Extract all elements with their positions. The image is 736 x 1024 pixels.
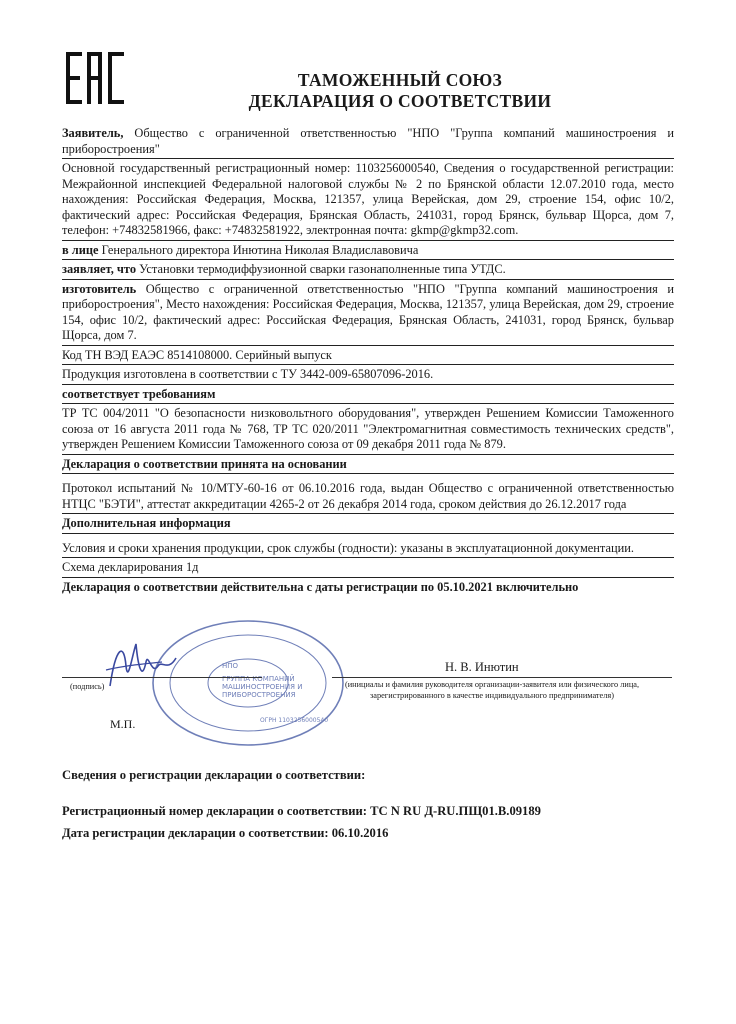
declares-section (62, 260, 674, 280)
applicant-label: Заявитель, (62, 126, 124, 140)
tn-ved-code: Код ТН ВЭД ЕАЭС 8514108000. Серийный выпуск (62, 346, 674, 366)
manufacturer-text: Общество с ограниченной ответственностью "НПО "Группа компаний машиностроения и приборостроения", Место нахождения: Российская Федерация, Москва, 121357, улица Верейская, дом 29, строение 154, офис 10/2, фактический адрес: Российская Федерация, Брянская Область, 241031, город Брянск, бульвар Щорса, дом 7. (62, 281, 674, 342)
signature-line (62, 677, 262, 678)
title-declaration: ДЕКЛАРАЦИЯ О СООТВЕТСТВИИ (248, 91, 552, 111)
requirements-text: ТР ТС 004/2011 "О безопасности низковольтного оборудования", утвержден Решением Комиссии Таможенного союза от 16 августа 2011 года № 768, ТР ТС 020/2011 "Электромагнитная совместимость технических средств", утвержден Решением Комиссии Таможенного союза от 09 декабря 2011 года № 879. (62, 404, 674, 455)
applicant-person (62, 241, 674, 261)
signer-note-2: зарегистрированного в качестве индивидуального предпринимателя) (370, 691, 614, 700)
requirements-label: соответствует требованиям (62, 385, 674, 405)
applicant-section (62, 124, 674, 159)
registration-heading: Сведения о регистрации декларации о соответствии: (62, 768, 366, 782)
applicant-details: Основной государственный регистрационный номер: 1103256000540, Сведения о государственной регистрации: Межрайонной инспекцией Федеральной налоговой службы № 2 по Брянской области 12.07.2010 года, место нахождения: Российская Федерация, Москва, 121357, улица Верейская, дом 29, строение 154, офис 10/2, фактический адрес: Российская Федерация, Брянская Область, 241031, город Брянск, бульвар Щорса, дом 7, телефон: +74832581966, факс: +74832581922, электронная почта: gkmp@gkmp32.com. (62, 159, 674, 241)
svg-text:ПРИБОРОСТРОЕНИЯ: ПРИБОРОСТРОЕНИЯ (222, 691, 296, 699)
declaration-scheme: Схема декларирования 1д (62, 558, 674, 578)
signature-caption: (подпись) (70, 682, 105, 691)
declares-text: Установки термодиффузионной сварки газонаполненные типа УТДС. (136, 262, 506, 276)
signer-note-1: (инициалы и фамилия руководителя организации-заявителя или физического лица, (344, 680, 640, 689)
seal-place-label: М.П. (110, 717, 136, 731)
svg-text:НПО: НПО (222, 662, 239, 670)
svg-text:ОГРН 1103256000540: ОГРН 1103256000540 (260, 717, 329, 724)
basis-text: Протокол испытаний № 10/МТУ-60-16 от 06.10.2016 года, выдан Общество с ограниченной ответственностью НТЦС "БЭТИ", аттестат аккредитации 4265-2 от 26 декабря 2014 года, сроком действия до 26.12.2017 года (62, 479, 674, 514)
additional-label: Дополнительная информация (62, 514, 674, 534)
registration-date: Дата регистрации декларации о соответствии: 06.10.2016 (62, 826, 389, 840)
signature-area (62, 630, 674, 740)
signer-name: Н. В. Инютин (445, 660, 519, 674)
validity-text: Декларация о соответствии действительна с даты регистрации по 05.10.2021 включительно (62, 579, 579, 594)
svg-text:МАШИНОСТРОЕНИЯ И: МАШИНОСТРОЕНИЯ И (222, 683, 303, 691)
eac-logo (66, 52, 124, 104)
handwritten-signature (102, 636, 182, 696)
title-customs-union: ТАМОЖЕННЫЙ СОЮЗ (297, 70, 503, 90)
production-standard: Продукция изготовлена в соответствии с ТУ 3442-009-65807096-2016. (62, 365, 674, 385)
declaration-body (62, 124, 674, 596)
registration-number: Регистрационный номер декларации о соответствии: ТС N RU Д-RU.ПЩ01.В.09189 (62, 804, 541, 818)
basis-label: Декларация о соответствии принята на основании (62, 455, 674, 475)
manufacturer-section (62, 280, 674, 346)
signer-line (332, 677, 672, 678)
applicant-name: Общество с ограниченной ответственностью "НПО "Группа компаний машиностроения и приборостроения" (62, 126, 674, 156)
person-name: Генерального директора Инютина Николая Владиславовича (98, 242, 419, 257)
manufacturer-label: изготовитель (62, 281, 137, 296)
svg-text:ГРУППА КОМПАНИЙ: ГРУППА КОМПАНИЙ (222, 675, 295, 683)
declares-label: заявляет, что (62, 262, 137, 276)
additional-text: Условия и сроки хранения продукции, срок службы (годности): указаны в эксплуатационной документации. (62, 539, 674, 559)
person-label: в лице (62, 242, 99, 257)
